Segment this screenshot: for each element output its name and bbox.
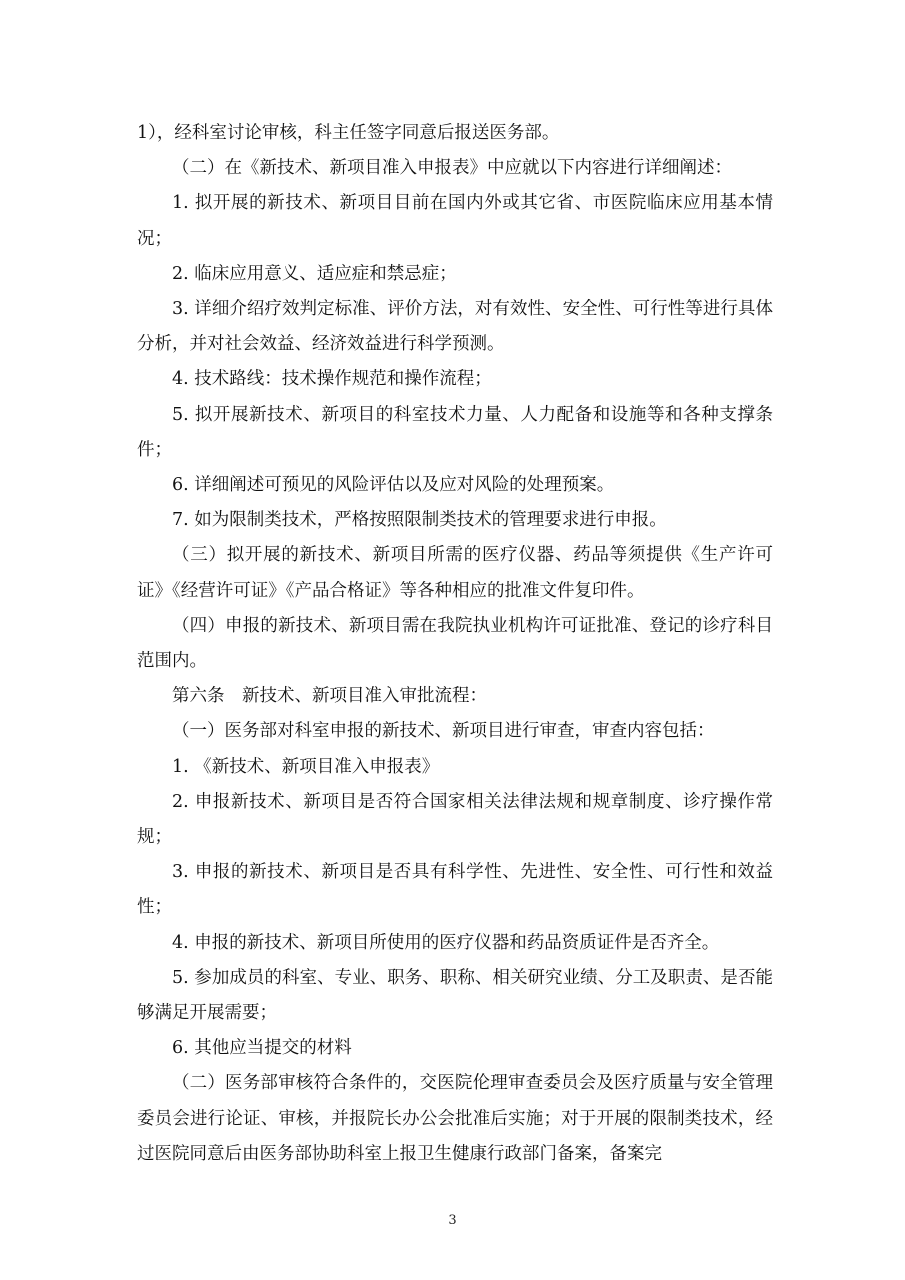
paragraph: 2. 临床应用意义、适应症和禁忌症； [172,263,457,284]
paragraph: 6. 其他应当提交的材料 [172,1038,352,1059]
paragraph: 4. 申报的新技术、新项目所使用的医疗仪器和药品资质证件是否齐全。 [172,932,720,953]
paragraph: （一）医务部对科室申报的新技术、新项目进行审查，审查内容包括： [172,721,715,742]
paragraph: 3. 详细介绍疗效判定标准、评价方法，对有效性、安全性、可行性等进行具体分析，并对社会效益、经济效益进行科学预测。 [137,299,773,355]
paragraph: （四）申报的新技术、新项目需在我院执业机构许可证批准、登记的诊疗科目范围内。 [137,615,773,672]
paragraph: 1. 《新技术、新项目准入申报表》 [172,756,440,777]
paragraph: 7. 如为限制类技术，严格按照限制类技术的管理要求进行申报。 [172,510,667,531]
paragraph: 6. 详细阐述可预见的风险评估以及应对风险的处理预案。 [172,475,615,496]
paragraph: 1），经科室讨论审核，科主任签字同意后报送医务部。 [137,123,560,143]
paragraph: 1. 拟开展的新技术、新项目目前在国内外或其它省、市医院临床应用基本情况； [137,193,773,249]
paragraph: 4. 技术路线：技术操作规范和操作流程； [172,369,492,390]
page-number: 3 [448,1213,457,1228]
paragraph: （二）在《新技术、新项目准入申报表》中应就以下内容进行详细阐述： [172,158,732,179]
paragraph: （二）医务部审核符合条件的，交医院伦理审查委员会及医疗质量与安全管理委员会进行论证、审核，并报院长办公会批准后实施；对于开展的限制类技术，经过医院同意后由医务部协助科室上报卫生健康行政部门备案，备案完 [137,1073,773,1164]
article-heading: 第六条 新技术、新项目准入审批流程： [172,686,487,707]
paragraph: 2. 申报新技术、新项目是否符合国家相关法律法规和规章制度、诊疗操作常规； [137,791,773,848]
paragraph: （三）拟开展的新技术、新项目所需的医疗仪器、药品等须提供《生产许可证》《经营许可证》《产品合格证》等各种相应的批准文件复印件。 [137,545,773,601]
document-body [137,116,773,1172]
paragraph: 5. 参加成员的科室、专业、职务、职称、相关研究业绩、分工及职责、是否能够满足开展需要； [137,967,773,1024]
paragraph: 5. 拟开展新技术、新项目的科室技术力量、人力配备和设施等和各种支撑条件； [137,404,773,460]
paragraph: 3. 申报的新技术、新项目是否具有科学性、先进性、安全性、可行性和效益性； [137,862,773,918]
